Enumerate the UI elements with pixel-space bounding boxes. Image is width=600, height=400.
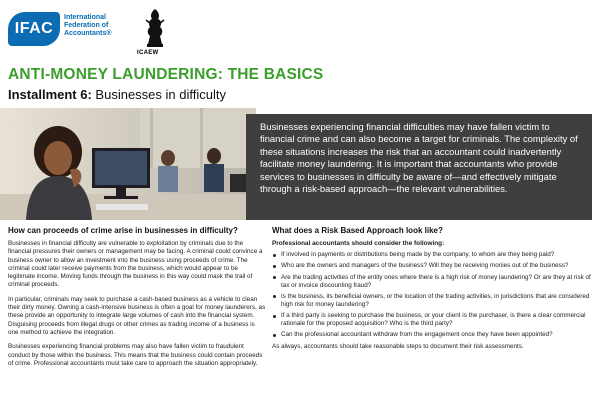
list-item: If a third party is seeking to purchase the business, or your client is the purchaser, is there a clear commercial rationale for the proposed acquisition? Who is the third party? [272,312,594,328]
office-photo [0,108,256,220]
ifac-logo-text: IFAC [14,20,54,37]
list-item: Can the professional accountant withdraw from the engagement once they have been appointed? [272,331,594,339]
installment-label: Installment 6: [8,87,92,102]
list-item: Is the business, its beneficial owners, or the location of the trading activities, in jurisdictions that are considered high risk for money laundering? [272,293,594,309]
left-heading: How can proceeds of crime arise in businesses in difficulty? [8,226,238,235]
left-paragraph: Businesses experiencing financial problems may also have fallen victim to fraudulent conduct by those within the business. This means that the business could contain proceeds of crime. Professional accountants must take care to approach the situation appropriately. [8,343,263,367]
right-column [272,226,594,351]
document-subtitle [8,87,226,102]
document-header [0,0,600,64]
ifac-tagline: International Federation of Accountants® [64,14,112,37]
list-item: Are the trading activities of the entity ones where there is a high risk of money laundering? Or are they at risk of tax or invoice discounting fraud? [272,274,594,290]
icaew-logo-text: ICAEW [137,50,159,56]
right-heading: What does a Risk Based Approach look like? [272,226,443,235]
left-paragraph: Businesses in financial difficulty are vulnerable to exploitation by criminals due to the financial pressures their owners or management may be facing. A criminal could convince a business owner to allow an investment into the business using proceeds of crime. The criminal could later receive payments from the business, which would appear to be legitimate income. Moving funds through the business in this way could mask the trail of criminal proceeds. [8,240,263,289]
document-title: ANTI-MONEY LAUNDERING: THE BASICS [8,66,324,83]
left-paragraph: In particular, criminals may seek to purchase a cash-based business as a vehicle to clean their dirty money. Owning a cash-intensive business is often a goal for money launderers, as these provide an opportunity to integrate large volumes of cash into the financial system. Disguising proceeds from illegal drugs or other crimes as trading income of a business is one method to achieve the integration. [8,295,266,336]
left-column [8,226,266,374]
list-item: Who are the owners and managers of the business? Will they be receiving monies out of the business? [272,262,594,270]
icaew-crest-icon [140,6,170,54]
installment-topic: Businesses in difficulty [95,87,226,102]
hero-banner [0,108,600,220]
considerations-list [272,251,594,339]
list-item: If involved in payments or distributions being made by the company, to whom are they being paid? [272,251,594,259]
intro-panel: Businesses experiencing financial difficulties may have fallen victim to financial crime and can also become a target for criminals. The complexity of these situations increases the risk that an accountant could inadvertently facilitate money laundering. It is important that accountants who provide services to businesses in difficulty be aware of—and effectively mitigate through a risk-based approach—the relevant vulnerabilities. [246,114,592,220]
considerations-lead: Professional accountants should consider the following: [272,240,445,247]
ifac-logo [8,12,60,46]
closing-note: As always, accountants should take reasonable steps to document their risk assessments. [272,342,524,350]
